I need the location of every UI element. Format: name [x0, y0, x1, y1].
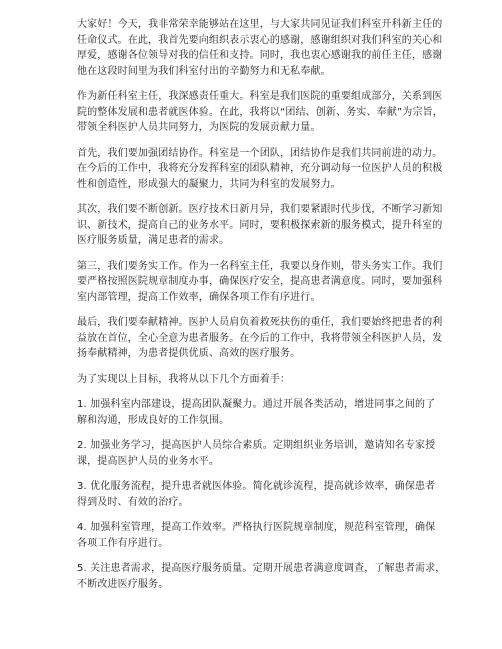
text-line: 首先，我们要加强团结协作。科室是一个团队，团结协作是我们共同前进的动力。	[77, 147, 443, 159]
text-line: 3. 优化服务流程，提升患者就医体验。简化就诊流程，提高就诊效率，确保患者	[77, 481, 436, 492]
text-line: 益放在首位，全心全意为患者服务。在今后的工作中，我将带领全科医护人员，发	[77, 332, 443, 344]
text-line: 任命仪式。在此，我首先要向组织表示衷心的感谢，感谢组织对我们科室的关心和	[77, 34, 443, 46]
text-line: 不断改进医疗服务。	[77, 578, 169, 590]
list-item-4	[77, 520, 440, 551]
text-line: 2. 加强业务学习，提高医护人员综合素质。定期组织业务培训，邀请知名专家授	[77, 440, 436, 451]
text-line: 扬奉献精神，为患者提供优质、高效的医疗服务。	[77, 348, 301, 359]
paragraph-dedication	[77, 315, 443, 362]
text-line: 院的整体发展和患者就医体验。在此，我将以“团结、创新、务实、奉献”为宗旨，	[77, 106, 443, 118]
text-line: 带领全科医护人员共同努力，为医院的发展贡献力量。	[77, 122, 321, 133]
text-line: 第三，我们要务实工作。作为一名科室主任，我要以身作则，带头务实工作。我们	[77, 260, 443, 272]
paragraph-innovation	[77, 202, 443, 249]
text-line: 课，提高医护人员的业务水平。	[77, 455, 220, 467]
paragraph-goals-intro	[77, 372, 440, 388]
text-line: 1. 加强科室内部建设，提高团队凝聚力。通过开展各类活动，增进同事之间的了	[77, 399, 436, 410]
text-line: 作为新任科室主任，我深感责任重大。科室是我们医院的重要组成部分，关系到医	[77, 91, 443, 102]
text-line: 在今后的工作中，我将充分发挥科室的团队精神，充分调动每一位医护人员的积极	[77, 163, 443, 174]
text-line: 其次，我们要不断创新。医疗技术日新月异，我们要紧跟时代步伐，不断学习新知	[77, 204, 443, 215]
text-line: 识、新技术，提高自己的业务水平。同时，要积极探索新的服务模式，提升科室的	[77, 219, 443, 231]
text-line: 得到及时、有效的治疗。	[77, 496, 189, 508]
text-line: 性和创造性，形成强大的凝聚力，共同为科室的发展努力。	[77, 178, 341, 190]
text-line: 解和沟通，形成良好的工作氛围。	[77, 414, 230, 426]
list-item-1	[77, 397, 440, 428]
text-line: 要严格按照医院规章制度办事，确保医疗安全，提高患者满意度。同时，要加强科	[77, 276, 443, 287]
list-item-5	[77, 561, 446, 592]
text-line: 医疗服务质量，满足患者的需求。	[77, 235, 230, 246]
text-line: 厚爱，感谢各位领导对我的信任和支持。同时，我也衷心感谢我的前任主任，感谢	[77, 50, 443, 61]
paragraph-responsibility	[77, 89, 443, 136]
text-line: 他在这段时间里为我们科室付出的辛勤努力和无私奉献。	[77, 65, 331, 77]
list-item-3	[77, 479, 440, 510]
text-line: 为了实现以上目标，我将从以下几个方面着手：	[77, 373, 291, 385]
paragraph-pragmatism	[77, 259, 443, 306]
text-line: 5. 关注患者需求，提高医疗服务质量。定期开展患者满意度调查，了解患者需求，	[77, 563, 446, 574]
text-line: 各项工作有序进行。	[77, 537, 169, 549]
list-item-2	[77, 438, 440, 469]
text-line: 大家好！今天，我非常荣幸能够站在这里，与大家共同见证我们科室开科新主任的	[77, 19, 443, 30]
paragraph-unity	[77, 146, 443, 193]
text-line: 4. 加强科室管理，提高工作效率。严格执行医院规章制度，规范科室管理，确保	[77, 522, 436, 533]
text-line: 最后，我们要奉献精神。医护人员肩负着救死扶伤的重任，我们要始终把患者的利	[77, 317, 443, 328]
text-line: 室内部管理，提高工作效率，确保各项工作有序进行。	[77, 291, 321, 303]
paragraph-opening	[77, 17, 443, 79]
